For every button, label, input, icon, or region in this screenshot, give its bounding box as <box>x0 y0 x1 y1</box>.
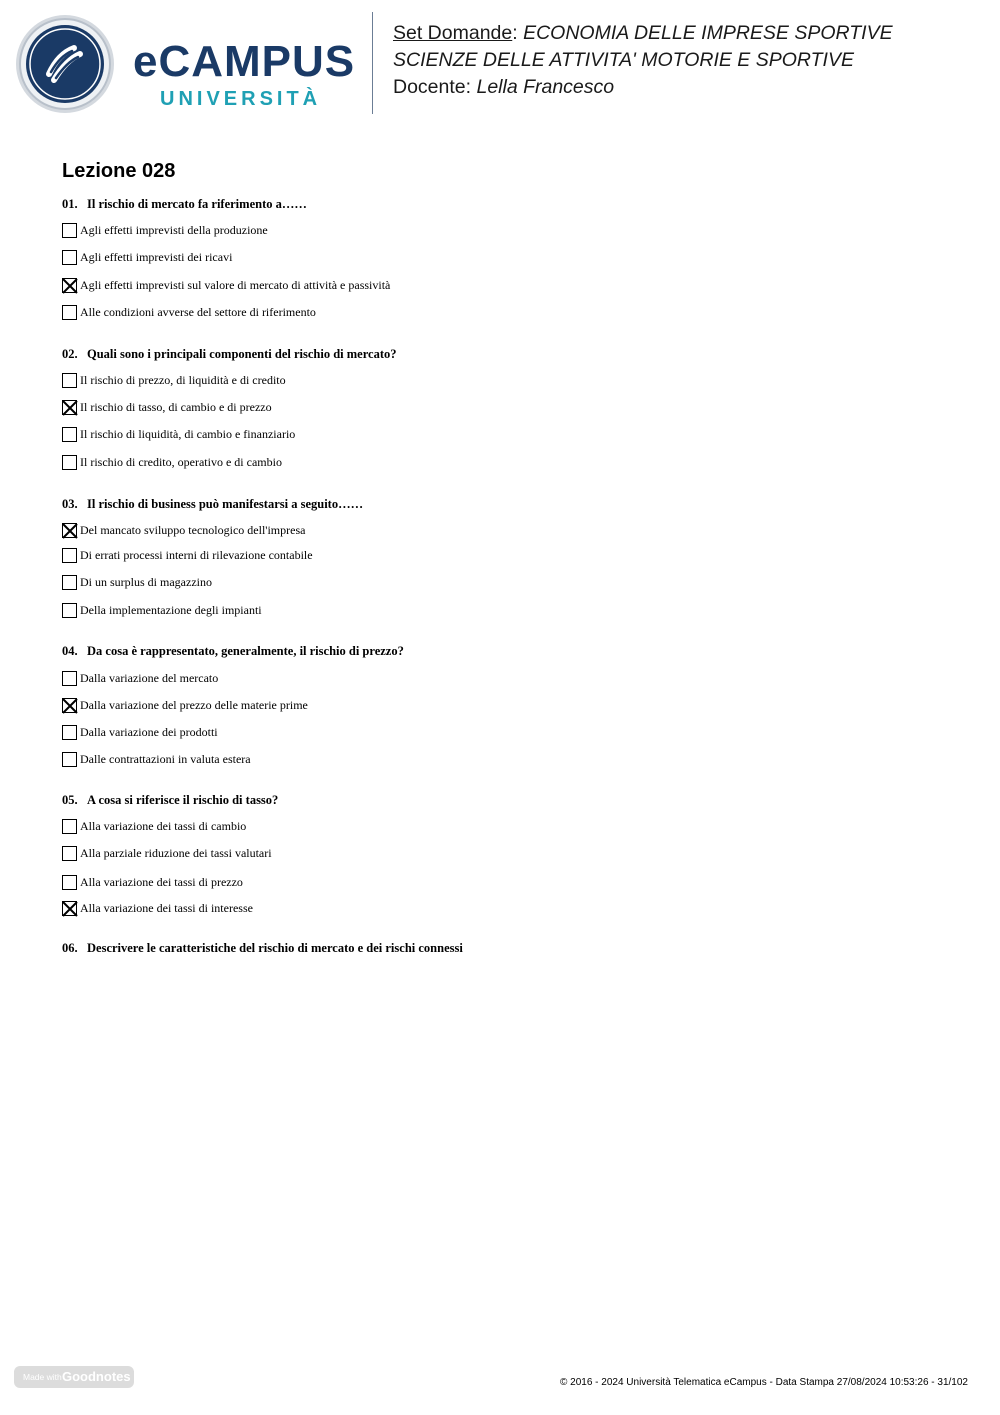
option-label: Il rischio di credito, operativo e di cambio <box>80 455 282 469</box>
lesson-title: Lezione 028 <box>62 160 176 182</box>
logo-subtext: UNIVERSITÀ <box>160 88 322 110</box>
question-number: 02. <box>62 347 78 361</box>
checkbox-checked[interactable] <box>62 400 77 415</box>
badge-made-with: Made with <box>23 1372 62 1382</box>
question-text: Il rischio di mercato fa riferimento a…… <box>87 197 307 211</box>
question-text: A cosa si riferisce il rischio di tasso? <box>87 793 279 807</box>
header-divider <box>372 12 373 114</box>
check-x-icon <box>61 522 79 540</box>
option-label: Agli effetti imprevisti sul valore di mercato di attività e passività <box>80 278 391 292</box>
question-number: 04. <box>62 644 78 658</box>
option-label: Alla variazione dei tassi di interesse <box>80 901 253 915</box>
question-heading <box>62 347 397 362</box>
check-x-icon <box>61 697 79 715</box>
checkbox-unchecked[interactable] <box>62 875 77 890</box>
set-line: Set Domande: ECONOMIA DELLE IMPRESE SPORTIVE <box>393 22 893 44</box>
check-x-icon <box>61 399 79 417</box>
option-label: Alle condizioni avverse del settore di riferimento <box>80 305 316 319</box>
option-label: Il rischio di prezzo, di liquidità e di credito <box>80 373 286 387</box>
checkbox-unchecked[interactable] <box>62 752 77 767</box>
question-number: 03. <box>62 497 78 511</box>
question-text: Da cosa è rappresentato, generalmente, il rischio di prezzo? <box>87 644 404 658</box>
logo-text: eCAMPUS <box>133 37 356 86</box>
checkbox-checked[interactable] <box>62 278 77 293</box>
option-label: Alla parziale riduzione dei tassi valutari <box>80 846 272 860</box>
footer-text: © 2016 - 2024 Università Telematica eCampus - Data Stampa 27/08/2024 10:53:26 - 31/102 <box>560 1377 968 1388</box>
option-label: Di un surplus di magazzino <box>80 575 212 589</box>
option-label: Dalle contrattazioni in valuta estera <box>80 752 251 766</box>
question-number: 06. <box>62 941 78 955</box>
option-label: Del mancato sviluppo tecnologico dell'impresa <box>80 523 306 537</box>
option-label: Dalla variazione del mercato <box>80 671 219 685</box>
set-label: Set Domande <box>393 22 513 44</box>
checkbox-unchecked[interactable] <box>62 603 77 618</box>
question-number: 01. <box>62 197 78 211</box>
option-label: Alla variazione dei tassi di prezzo <box>80 875 243 889</box>
checkbox-checked[interactable] <box>62 698 77 713</box>
checkbox-unchecked[interactable] <box>62 455 77 470</box>
option-label: Dalla variazione dei prodotti <box>80 725 218 739</box>
checkbox-unchecked[interactable] <box>62 819 77 834</box>
check-x-icon <box>61 277 79 295</box>
option-label: Il rischio di tasso, di cambio e di prezzo <box>80 400 272 414</box>
option-label: Il rischio di liquidità, di cambio e finanziario <box>80 427 296 441</box>
checkbox-unchecked[interactable] <box>62 548 77 563</box>
teacher-name: Lella Francesco <box>476 76 615 98</box>
option-label: Agli effetti imprevisti della produzione <box>80 223 268 237</box>
option-label: Alla variazione dei tassi di cambio <box>80 819 247 833</box>
checkbox-unchecked[interactable] <box>62 575 77 590</box>
question-heading <box>62 197 307 212</box>
option-label: Agli effetti imprevisti dei ricavi <box>80 250 233 264</box>
question-heading <box>62 497 363 512</box>
teacher-label: Docente: <box>393 76 477 98</box>
checkbox-checked[interactable] <box>62 901 77 916</box>
checkbox-unchecked[interactable] <box>62 725 77 740</box>
goodnotes-badge <box>14 1366 134 1388</box>
question-number: 05. <box>62 793 78 807</box>
checkbox-unchecked[interactable] <box>62 671 77 686</box>
checkbox-unchecked[interactable] <box>62 223 77 238</box>
badge-brand: Goodnotes <box>62 1369 131 1384</box>
checkbox-unchecked[interactable] <box>62 250 77 265</box>
checkbox-checked[interactable] <box>62 523 77 538</box>
course-line-2 <box>393 47 893 74</box>
checkbox-unchecked[interactable] <box>62 427 77 442</box>
check-x-icon <box>61 900 79 918</box>
checkbox-unchecked[interactable] <box>62 373 77 388</box>
course-degree: SCIENZE DELLE ATTIVITA' MOTORIE E SPORTIVE <box>393 49 854 71</box>
option-label: Dalla variazione del prezzo delle materie prime <box>80 698 308 712</box>
ecampus-wordmark <box>133 38 355 108</box>
document-header <box>393 20 893 101</box>
checkbox-unchecked[interactable] <box>62 305 77 320</box>
question-heading <box>62 941 463 956</box>
teacher-line <box>393 74 893 101</box>
option-label: Della implementazione degli impianti <box>80 603 262 617</box>
course-name: ECONOMIA DELLE IMPRESE SPORTIVE <box>523 22 893 44</box>
question-heading <box>62 644 404 659</box>
question-text: Quali sono i principali componenti del rischio di mercato? <box>87 347 397 361</box>
question-text: Descrivere le caratteristiche del rischio di mercato e dei rischi connessi <box>87 941 463 955</box>
question-text: Il rischio di business può manifestarsi a seguito…… <box>87 497 364 511</box>
question-heading <box>62 793 278 808</box>
checkbox-unchecked[interactable] <box>62 846 77 861</box>
option-label: Di errati processi interni di rilevazione contabile <box>80 548 313 562</box>
ecampus-seal-logo <box>14 14 116 114</box>
